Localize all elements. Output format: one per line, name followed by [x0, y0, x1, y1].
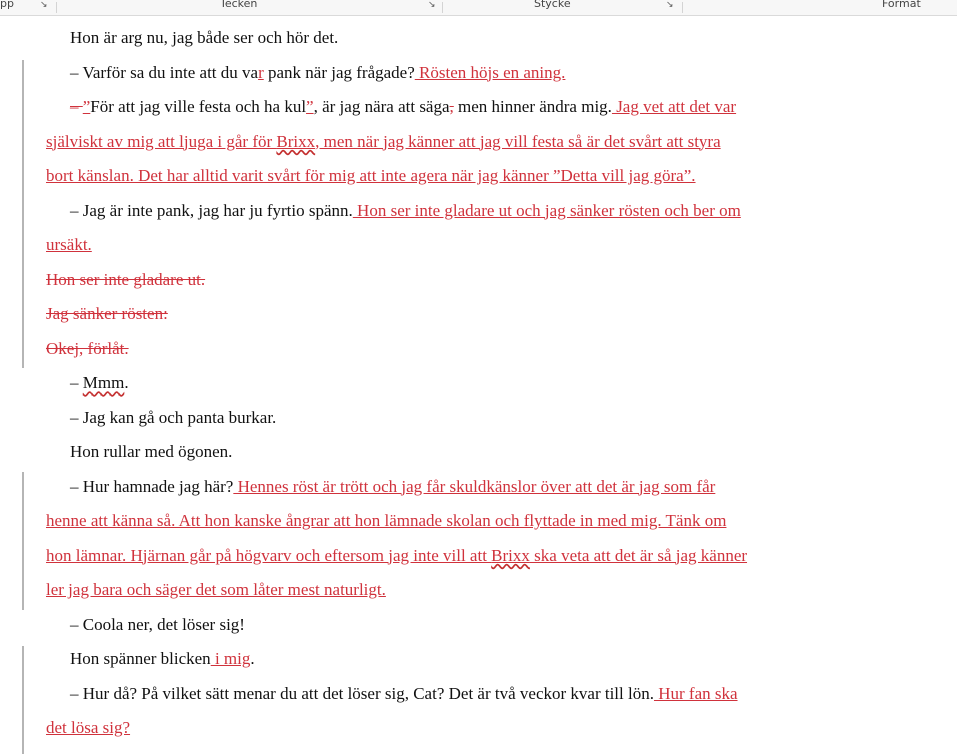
inserted-text: hon lämnar. Hjärnan går på högvarv och eftersom jag inte vill att [46, 545, 492, 565]
spelling-error-word[interactable]: Mmm [82, 373, 125, 392]
document-line [70, 28, 338, 48]
deleted-text: – [70, 97, 83, 116]
inserted-text: ” [82, 97, 91, 116]
inserted-text: Hon ser inte gladare ut och jag sänker rösten och ber om [352, 200, 741, 220]
inserted-text [491, 546, 530, 565]
inserted-text: i mig [210, 649, 251, 668]
inserted-text: Hur fan ska [653, 683, 738, 703]
spelling-error-word[interactable]: Brixx [276, 131, 316, 151]
inserted-text: Hennes röst är trött och jag får skuldkänslor över att det är jag som får [233, 476, 716, 496]
inserted-text: , men när jag känner att jag vill festa så är det svårt att styra [315, 131, 721, 151]
ribbon-group-labels [0, 0, 957, 16]
document-line [46, 166, 696, 186]
inserted-text: Rösten höjs en aning. [414, 62, 566, 82]
text-run: , är jag nära att säga [313, 97, 450, 116]
inserted-text: bort känslan. Det har alltid varit svårt för mig att inte agera när jag känner ”Detta vill jag göra”. [46, 166, 696, 185]
text-run: pank när jag frågade? [263, 62, 415, 82]
spelling-error-word[interactable]: Brixx [491, 545, 530, 565]
inserted-text: ska veta att det är så jag känner [529, 545, 748, 565]
ribbon-group-label: pp [0, 0, 14, 10]
document-page[interactable] [0, 20, 957, 754]
inserted-text [276, 132, 315, 151]
document-line [70, 97, 736, 117]
inserted-text: det lösa sig? [46, 718, 131, 737]
text-run: Hon är arg nu, jag både ser och hör det. [70, 28, 339, 47]
inserted-text: Jag vet att det var [611, 97, 737, 116]
ribbon-separator [56, 2, 57, 13]
text-run: . [124, 373, 129, 392]
document-line [46, 718, 130, 738]
inserted-text: ler jag bara och säger det som låter mest naturligt. [46, 580, 386, 599]
text-run: För att jag ville festa och ha kul [90, 97, 307, 116]
document-line [46, 546, 747, 566]
text-run: – Jag är inte pank, jag har ju fyrtio spänn. [70, 200, 353, 220]
text-run: – Hur då? På vilket sätt menar du att det löser sig, Cat? Det är två veckor kvar till lön. [70, 683, 654, 703]
document-line [46, 511, 726, 531]
document-line [70, 684, 738, 704]
inserted-text: ” [306, 97, 314, 116]
change-bar [22, 60, 24, 368]
text-run: – Coola ner, det löser sig! [70, 614, 245, 634]
ribbon-group-label-format: Format [882, 0, 921, 10]
dialog-launcher-icon[interactable]: ↘ [428, 0, 436, 10]
deleted-text: Hon ser inte gladare ut. [46, 269, 206, 289]
document-line [70, 373, 129, 393]
document-line [70, 408, 276, 428]
document-line [46, 580, 386, 600]
change-bar [22, 646, 24, 754]
document-line [70, 63, 565, 83]
document-line [70, 649, 255, 669]
text-run: – Varför sa du inte att du va [70, 62, 259, 82]
inserted-text: henne att känna så. Att hon kanske ångrar att hon lämnade skolan och flyttade in med mig. Tänk om [46, 511, 727, 530]
document-line [46, 132, 721, 152]
ribbon-separator [442, 2, 443, 13]
inserted-text: själviskt av mig att ljuga i går för [46, 131, 277, 151]
document-line [46, 270, 205, 290]
inserted-text: r [258, 62, 264, 82]
ribbon-separator [682, 2, 683, 13]
text-run: men hinner ändra mig. [453, 97, 612, 116]
deleted-text: Jag sänker rösten: [46, 304, 168, 323]
ribbon-group-label-stycke: Stycke [534, 0, 571, 10]
text-run: . [250, 649, 255, 668]
document-line [70, 615, 245, 635]
text-run [83, 373, 125, 392]
document-line [70, 477, 715, 497]
dialog-launcher-icon[interactable]: ↘ [666, 0, 674, 10]
text-run: – Jag kan gå och panta burkar. [70, 407, 277, 427]
document-line [46, 235, 92, 255]
inserted-text: ursäkt. [46, 235, 92, 254]
deleted-text: Okej, förlåt. [46, 338, 129, 358]
text-run: – [70, 373, 83, 392]
text-run: Hon spänner blicken [70, 649, 211, 668]
ribbon-group-label-tecken: Tecken [220, 0, 258, 10]
deleted-text: , [449, 97, 454, 116]
dialog-launcher-icon[interactable]: ↘ [40, 0, 48, 10]
change-bar [22, 472, 24, 610]
document-line [70, 201, 741, 221]
text-run: Hon rullar med ögonen. [70, 442, 233, 461]
document-line [46, 339, 129, 359]
text-run: – Hur hamnade jag här? [70, 476, 234, 496]
document-line [46, 304, 168, 324]
document-line [70, 442, 232, 462]
